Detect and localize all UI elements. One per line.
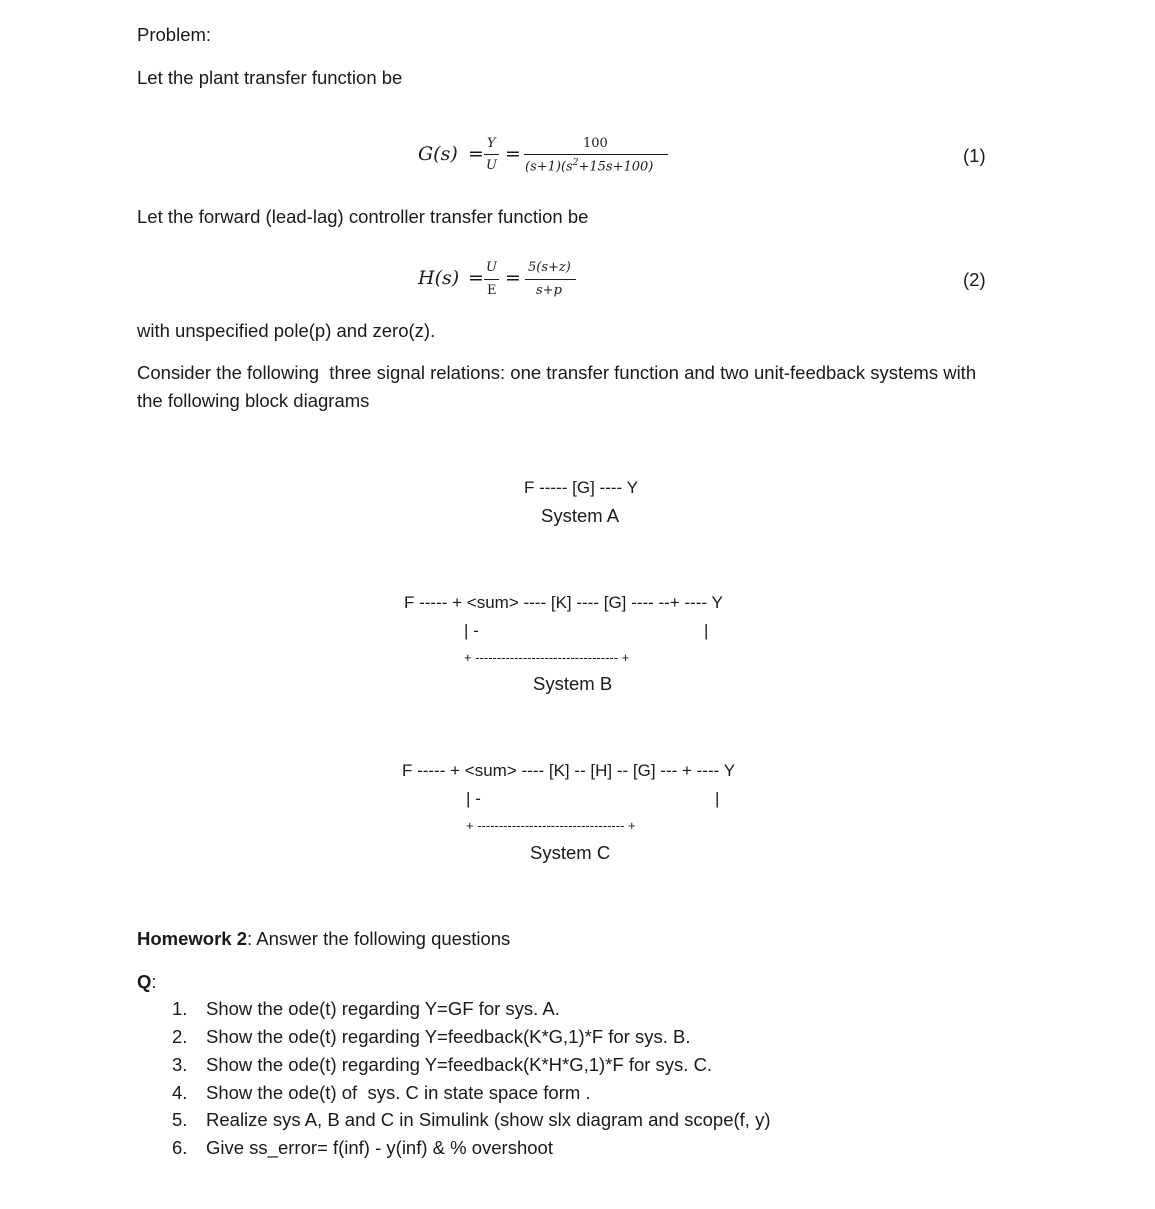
eq2-frac1-denominator: E [487,283,497,298]
problem-heading: Problem: [137,24,212,45]
consider-text-line1: Consider the following three signal relations: one transfer function and two unit-feedback systems with [137,362,977,383]
system-b-feedback-left: | - [464,621,479,640]
question-item: 5. Realize sys A, B and C in Simulink (show slx diagram and scope(f, y) [172,1109,771,1130]
consider-text-line2: the following block diagrams [137,390,370,411]
eq1-number: (1) [963,145,986,166]
system-b-forward-path: F ----- + <sum> ---- [K] ---- [G] ---- --+ ---- Y [404,593,723,612]
homework-title: Homework 2: Answer the following questions [137,928,511,949]
q-label: Q: [137,971,157,992]
system-c-feedback-right: | [715,789,720,808]
eq1-frac2-numerator: 100 [583,136,608,151]
system-c-label: System C [530,842,611,863]
plant-intro-text: Let the plant transfer function be [137,67,403,88]
eq2-frac2-numerator: 5(s+z) [528,260,571,275]
eq1-equals-2: = [505,143,521,165]
system-b-feedback-path: + --------------------------------- + [464,650,630,665]
eq1-frac2-bar [524,154,668,155]
question-item: 1. Show the ode(t) regarding Y=GF for sys. A. [172,998,560,1019]
question-item: 3. Show the ode(t) regarding Y=feedback(K*H*G,1)*F for sys. C. [172,1054,713,1075]
eq2-frac1-bar [484,279,499,280]
system-a-blocks: F ----- [G] ---- Y [524,478,638,497]
question-item: 6. Give ss_error= f(inf) - y(inf) & % overshoot [172,1137,553,1158]
eq2-frac2-denominator: s+p [536,283,562,298]
system-b-feedback-right: | [704,621,709,640]
system-c-feedback-left: | - [466,789,481,808]
controller-intro-text: Let the forward (lead-lag) controller transfer function be [137,206,589,227]
eq1-lhs: G(s) [418,143,458,165]
eq2-lhs: H(s) [418,267,460,289]
system-b-label: System B [533,673,613,694]
eq1-equals-1: = [468,143,484,165]
eq1-frac1-denominator: U [486,158,497,173]
system-a-label: System A [541,505,620,526]
eq2-equals-2: = [505,267,521,289]
eq2-equals-1: = [468,267,484,289]
system-c-forward-path: F ----- + <sum> ---- [K] -- [H] -- [G] --- + ---- Y [402,761,736,780]
eq1-frac1-bar [484,154,499,155]
eq2-number: (2) [963,269,986,290]
eq1-frac2-denominator: $(s+1)(s^2+15s+100)$ [525,158,654,175]
question-item: 2. Show the ode(t) regarding Y=feedback(K*G,1)*F for sys. B. [172,1026,691,1047]
unspecified-text: with unspecified pole(p) and zero(z). [137,320,436,341]
question-item: 4. Show the ode(t) of sys. C in state space form . [172,1082,591,1103]
eq2-frac2-bar [525,279,576,280]
eq2-frac1-numerator: U [486,260,497,275]
system-c-feedback-path: + ---------------------------------- + [466,818,636,833]
eq1-frac1-numerator: Y [487,136,496,151]
